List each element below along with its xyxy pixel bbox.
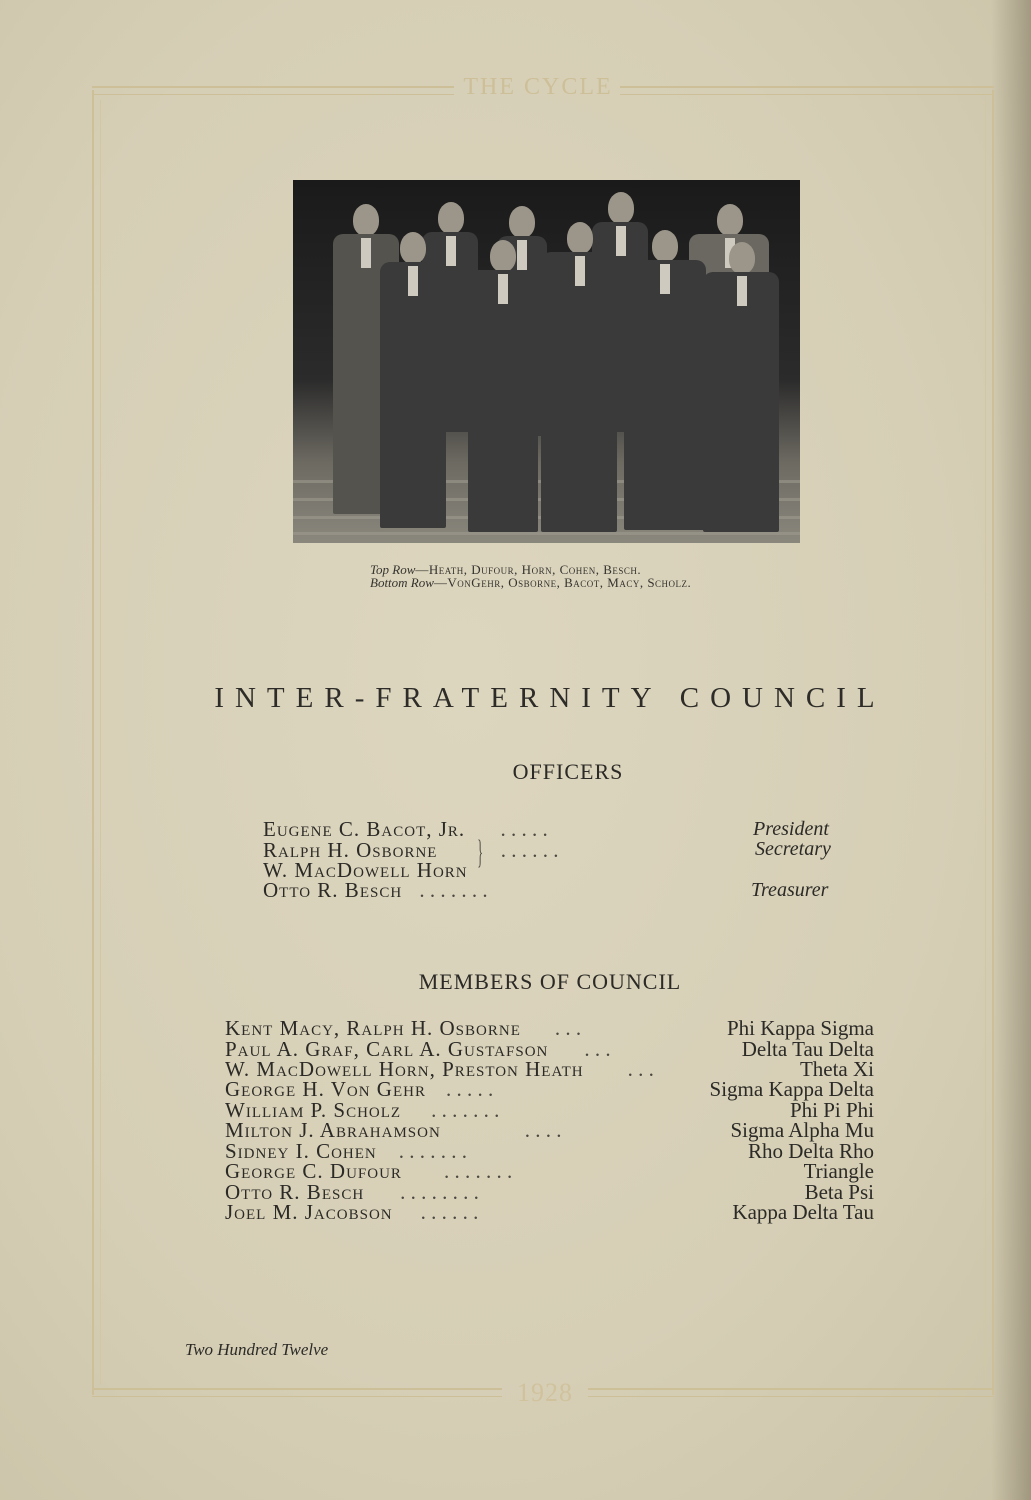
header-rule-left [92,86,454,95]
member-fraternity: Theta Xi [799,1057,874,1081]
footer-rule-right [588,1388,994,1397]
footer-rule-left [92,1388,502,1397]
member-row: William P. Scholz . . . . . . . [225,1098,500,1122]
brace-bracket: } [477,834,484,871]
header-journal-title: THE CYCLE [463,74,613,100]
member-row: George H. Von Gehr . . . . . [225,1077,494,1101]
officer-role: Treasurer [751,879,829,901]
photo-caption [370,563,790,589]
member-fraternity: Phi Kappa Sigma [727,1016,874,1040]
caption-bottom-row: Bottom Row—VonGehr, Osborne, Bacot, Macy, Scholz. [370,575,692,590]
officer-row: Ralph H. Osborne . . . . . . [263,838,559,862]
page-title: INTER-FRATERNITY COUNCIL [214,682,886,714]
member-fraternity: Beta Psi [804,1180,874,1204]
member-fraternity: Sigma Alpha Mu [730,1118,874,1142]
caption-top-row: Top Row—Heath, Dufour, Horn, Cohen, Besch. [370,562,642,577]
member-row: George C. Dufour . . . . . . . [225,1159,513,1183]
member-row: W. MacDowell Horn, Preston Heath . . . [225,1057,654,1081]
member-fraternity: Rho Delta Rho [748,1139,874,1163]
officer-role: Secretary [755,838,831,860]
member-fraternity: Sigma Kappa Delta [709,1077,874,1101]
member-fraternity: Delta Tau Delta [741,1037,874,1061]
officer-row: W. MacDowell Horn [263,858,468,882]
member-row: Kent Macy, Ralph H. Osborne . . . [225,1016,582,1040]
officer-role: President [753,818,829,840]
group-photo [293,180,800,543]
binding-shadow [991,0,1031,1500]
members-heading: MEMBERS OF COUNCIL [418,969,682,994]
page-number: Two Hundred Twelve [185,1340,329,1359]
member-fraternity: Kappa Delta Tau [732,1200,874,1224]
officer-row: Eugene C. Bacot, Jr. . . . . . [263,817,548,841]
member-fraternity: Triangle [803,1159,874,1183]
officers-heading: OFFICERS [512,759,624,784]
member-row: Otto R. Besch . . . . . . . . [225,1180,479,1204]
member-row: Joel M. Jacobson . . . . . . [225,1200,479,1224]
member-fraternity: Phi Pi Phi [789,1098,874,1122]
member-row: Milton J. Abrahamson . . . . [225,1118,562,1142]
footer-year: 1928 [517,1378,573,1407]
member-row: Paul A. Graf, Carl A. Gustafson . . . [225,1037,611,1061]
header-rule-right [620,86,994,95]
officer-row: Otto R. Besch . . . . . . . [263,878,488,902]
member-row: Sidney I. Cohen . . . . . . . [225,1139,467,1163]
